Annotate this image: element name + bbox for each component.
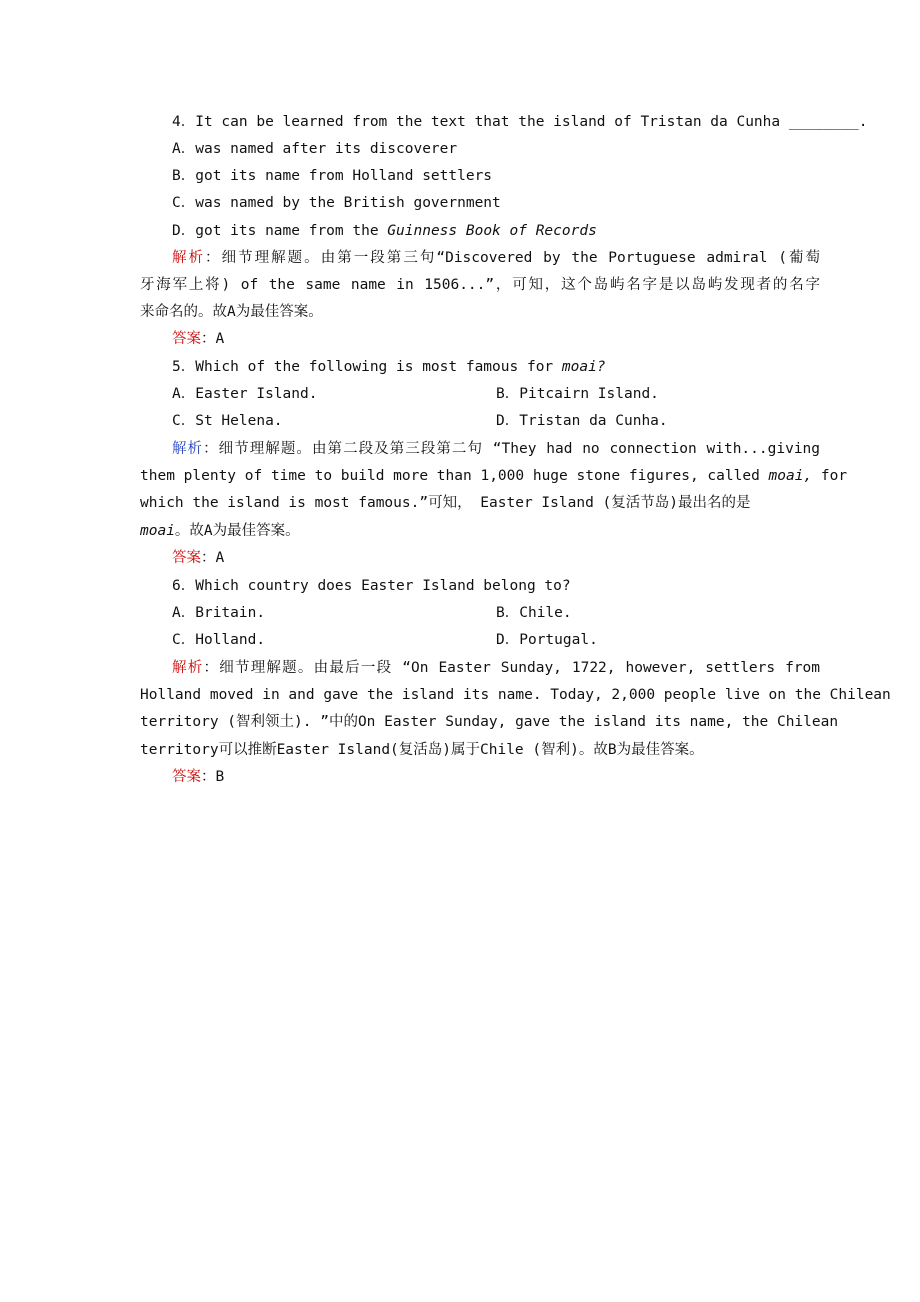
q5-analysis-line-4 (140, 518, 820, 545)
q5-analysis-line-2 (140, 463, 848, 490)
q4-answer-value: ：A (201, 331, 225, 347)
q6-options-row-1 (172, 600, 820, 627)
q5-analysis-line-1 (172, 436, 820, 463)
q5-stem (172, 354, 820, 381)
q6-option-c: C．Holland. (172, 632, 266, 648)
q6-analysis-line-2: Holland moved in and gave the island its name. Today, 2,000 people live on the Chilean (140, 687, 891, 703)
q6-option-a: A．Britain. (172, 605, 266, 621)
q5-analysis-text-1: ：细节理解题。由第二段及第三段第二句 “They had no connection with...giving (203, 441, 821, 457)
q5-stem-text: 5．Which of the following is most famous for (172, 359, 562, 375)
q5-option-c: C．St Helena. (172, 413, 283, 429)
q5-options-row-2 (172, 408, 820, 435)
q4-option-b: B．got its name from Holland settlers (172, 168, 493, 184)
q5-answer-label: 答案 (172, 550, 201, 566)
q5-analysis-suffix-2: for (812, 468, 848, 484)
q6-analysis-label: 解析 (172, 660, 204, 676)
q4-option-d (172, 218, 820, 245)
q6-analysis-text-1: ：细节理解题。由最后一段 “On Easter Sunday, 1722, however, settlers from (203, 660, 821, 676)
q5-analysis-line-3: which the island is most famous.”可知， Easter Island (复活节岛)最出名的是 (140, 495, 751, 511)
q5-answer-value: ：A (201, 550, 225, 566)
q4-analysis-line-1 (172, 245, 820, 272)
q4-option-d-text: D．got its name from the (172, 223, 388, 239)
q6-option-b: B．Chile. (496, 605, 572, 621)
q5-option-a: A．Easter Island. (172, 386, 318, 402)
q5-analysis-label: 解析 (172, 441, 204, 457)
q4-analysis-label: 解析 (172, 250, 206, 266)
q6-option-d: D．Portugal. (496, 632, 598, 648)
q4-option-c: C．was named by the British government (172, 195, 501, 211)
q5-analysis-text-2: them plenty of time to build more than 1,000 huge stone figures, called (140, 468, 769, 484)
q5-analysis-italic-2: moai, (768, 468, 813, 484)
q4-answer (172, 326, 820, 353)
q5-stem-italic: moai? (561, 359, 606, 375)
q4-stem: 4．It can be learned from the text that the island of Tristan da Cunha ________. (172, 114, 868, 130)
q4-analysis-text-1: ：细节理解题。由第一段第三句“Discovered by the Portuguese admiral (葡萄 (205, 250, 820, 266)
q5-answer (172, 545, 820, 572)
q4-option-d-italic: Guinness Book of Records (387, 223, 597, 239)
q5-options-row-1 (172, 381, 820, 408)
q5-option-d: D．Tristan da Cunha. (496, 413, 668, 429)
q6-options-row-2 (172, 627, 820, 654)
q6-analysis-line-3: territory (智利领土). ”中的On Easter Sunday, gave the island its name, the Chilean (140, 714, 839, 730)
q6-analysis-line-1 (172, 655, 820, 682)
q4-option-a: A．was named after its discoverer (172, 141, 458, 157)
q5-analysis-italic-4: moai (140, 523, 175, 539)
q6-stem: 6．Which country does Easter Island belong to? (172, 578, 571, 594)
q6-answer-value: ：B (201, 769, 225, 785)
q5-option-b: B．Pitcairn Island. (496, 386, 659, 402)
q6-answer (172, 764, 820, 791)
q5-analysis-suffix-4: 。故A为最佳答案。 (174, 523, 300, 539)
q4-answer-label: 答案 (172, 331, 201, 347)
q6-analysis-line-4: territory可以推断Easter Island(复活岛)属于Chile (智利)。故B为最佳答案。 (140, 742, 704, 758)
q4-analysis-line-3: 来命名的。故A为最佳答案。 (140, 304, 323, 320)
q4-analysis-line-2: 牙海军上将) of the same name in 1506...”，可知，这个岛屿名字是以岛屿发现者的名字 (140, 277, 820, 293)
q6-answer-label: 答案 (172, 769, 201, 785)
